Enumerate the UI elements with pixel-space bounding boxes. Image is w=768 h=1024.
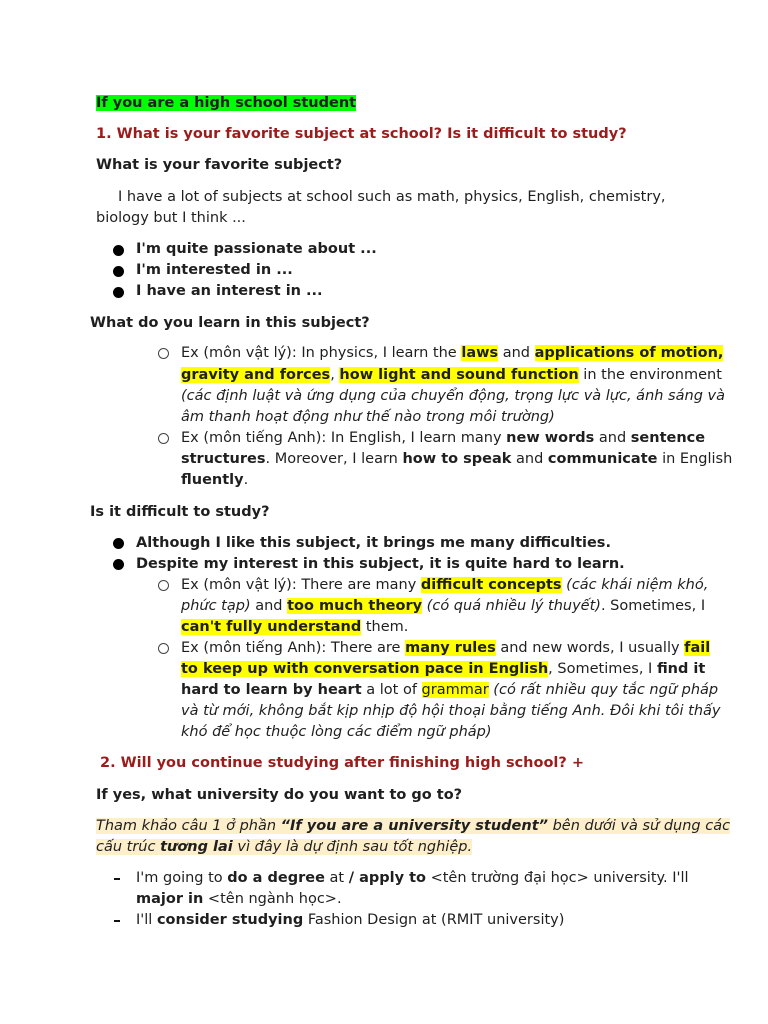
dash-item-1-line-2 [136, 889, 342, 910]
text: . Sometimes, I [600, 598, 706, 614]
text: Ex (môn vật lý): In physics, I learn the [181, 345, 462, 361]
dash-item-2 [136, 910, 564, 931]
bullet-dot-icon [113, 287, 124, 298]
text: in the environment [578, 367, 722, 383]
bullet-dot-icon [113, 559, 124, 570]
bold-term: major in [136, 891, 204, 907]
text: <tên ngành học>. [203, 891, 342, 907]
text: I'm going to [136, 870, 228, 886]
text: them. [361, 619, 409, 635]
bold-term: / apply to [348, 870, 426, 886]
example-difficulty-physics-line-1 [181, 575, 708, 596]
title-text: 2. Will you continue studying after finishing high school? + [100, 755, 584, 771]
note-line-2 [96, 837, 472, 858]
text: Fashion Design at (RMIT university) [303, 912, 565, 928]
highlight: how light and sound function [339, 367, 579, 383]
note-line-1 [96, 816, 730, 837]
text: a lot of [361, 682, 422, 698]
bold-term: new words [506, 430, 595, 446]
bold-term: communicate [547, 451, 658, 467]
example-difficulty-physics-line-3 [181, 617, 408, 638]
circle-bullet-icon [158, 433, 169, 444]
bold-term: hard to learn by heart [181, 682, 362, 698]
bold-term: fluently [181, 472, 244, 488]
translation: (có rất nhiều quy tắc ngữ pháp [488, 682, 719, 698]
bullet-item: I have an interest in ... [136, 283, 323, 299]
example-physics-line-1 [181, 343, 723, 364]
text: , Sometimes, I [548, 661, 657, 677]
text: <tên trường đại học> university. I'll [425, 870, 689, 886]
circle-bullet-icon [158, 580, 169, 591]
example-difficulty-english-translation-3: khó để học thuộc lòng các điểm ngữ pháp) [181, 724, 492, 740]
highlight: gravity and forces [181, 367, 331, 383]
example-difficulty-english-line-2 [181, 659, 705, 680]
translation: phức tạp) [181, 598, 251, 614]
text: Ex (môn tiếng Anh): In English, I learn many [181, 430, 507, 446]
bullet-item: I'm quite passionate about ... [136, 241, 377, 257]
bullet-item: Despite my interest in this subject, it is quite hard to learn. [136, 556, 625, 572]
example-physics-translation-2: âm thanh hoạt động như thế nào trong môi trường) [181, 409, 555, 425]
q1-subheading-favorite: What is your favorite subject? [96, 157, 343, 173]
example-english-line-1 [181, 428, 705, 449]
text: Tham khảo câu 1 ở phần [96, 818, 281, 834]
section-heading [96, 93, 356, 114]
bold-term: structures [181, 451, 266, 467]
q2-subheading-university: If yes, what university do you want to go to? [96, 787, 463, 803]
q1-subheading-learn: What do you learn in this subject? [90, 315, 370, 331]
bold-term: how to speak [402, 451, 512, 467]
q1-subheading-difficult: Is it difficult to study? [90, 504, 270, 520]
bullet-item: Although I like this subject, it brings me many difficulties. [136, 535, 611, 551]
intro-line-1: I have a lot of subjects at school such as math, physics, English, chemistry, [118, 189, 666, 205]
highlight: can't fully understand [181, 619, 362, 635]
text: bên dưới và sử dụng các [547, 818, 731, 834]
bullet-dot-icon [113, 538, 124, 549]
bold-term: find it [656, 661, 706, 677]
text: cấu trúc [96, 839, 161, 855]
example-difficulty-english-line-1 [181, 638, 710, 659]
bold-term: sentence [630, 430, 706, 446]
question-1-title: 1. What is your favorite subject at school? Is it difficult to study? [96, 126, 627, 142]
dash-bullet-icon [114, 920, 120, 922]
text: and [511, 451, 548, 467]
highlight: fail [684, 640, 711, 656]
bold-term: “If you are a university student” [280, 818, 548, 834]
highlight: applications of motion, [534, 345, 724, 361]
translation: (các khái niệm khó, [561, 577, 709, 593]
circle-bullet-icon [158, 348, 169, 359]
example-physics-line-2 [181, 365, 722, 386]
text: vì đây là dự định sau tốt nghiệp. [232, 839, 473, 855]
example-english-line-2 [181, 449, 732, 470]
example-physics-translation-1: (các định luật và ứng dụng của chuyển động, trọng lực và lực, ánh sáng và [181, 388, 725, 404]
text: in English [657, 451, 733, 467]
text: and [250, 598, 288, 614]
text: at [324, 870, 349, 886]
example-difficulty-english-line-3 [181, 680, 718, 701]
intro-line-2: biology but I think ... [96, 210, 246, 226]
text: and new words, I usually [495, 640, 685, 656]
highlight: grammar [421, 682, 489, 698]
dash-bullet-icon [114, 878, 120, 880]
text: and [594, 430, 631, 446]
highlight: difficult concepts [420, 577, 562, 593]
bullet-dot-icon [113, 245, 124, 256]
section-heading-text: If you are a high school student [96, 95, 357, 111]
example-difficulty-physics-line-2 [181, 596, 705, 617]
text: Ex (môn vật lý): There are many [181, 577, 421, 593]
text: . Moreover, I learn [265, 451, 403, 467]
example-english-line-3 [181, 470, 248, 491]
bold-term: do a degree [227, 870, 325, 886]
dash-item-1-line-1 [136, 868, 689, 889]
question-2-title [100, 753, 584, 774]
text: and [498, 345, 535, 361]
highlight: to keep up with conversation pace in English [181, 661, 549, 677]
translation: (có quá nhiều lý thuyết) [422, 598, 601, 614]
bullet-dot-icon [113, 266, 124, 277]
text: , [330, 367, 340, 383]
bold-term: consider studying [156, 912, 304, 928]
text: I'll [136, 912, 157, 928]
text: . [243, 472, 249, 488]
highlight: too much theory [287, 598, 423, 614]
highlight: laws [461, 345, 499, 361]
text: Ex (môn tiếng Anh): There are [181, 640, 406, 656]
bullet-item: I'm interested in ... [136, 262, 293, 278]
highlight: many rules [405, 640, 496, 656]
circle-bullet-icon [158, 643, 169, 654]
example-difficulty-english-translation-2: và từ mới, không bắt kịp nhịp độ hội thoại bằng tiếng Anh. Đôi khi tôi thấy [181, 703, 721, 719]
bold-term: tương lai [160, 839, 233, 855]
